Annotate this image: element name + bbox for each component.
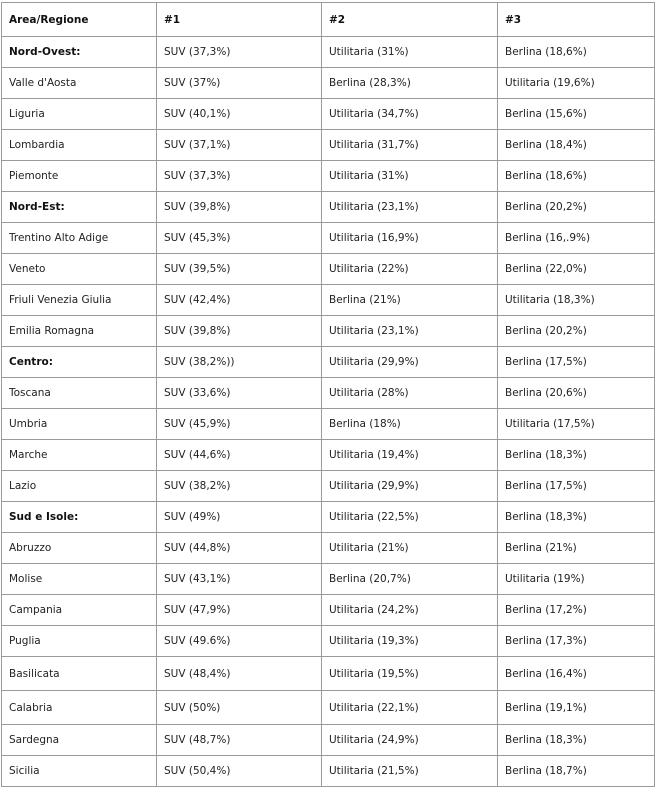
cell-rank-1: SUV (49.6%) (157, 626, 322, 657)
table-row (2, 691, 655, 725)
header-area-regione: Area/Regione (2, 3, 157, 37)
cell-rank-3: Utilitaria (18,3%) (498, 285, 655, 316)
header-rank-3: #3 (498, 3, 655, 37)
cell-rank-1: SUV (33,6%) (157, 378, 322, 409)
cell-rank-2: Berlina (21%) (322, 285, 498, 316)
cell-rank-2: Utilitaria (21%) (322, 533, 498, 564)
cell-area-regione: Liguria (2, 99, 157, 130)
table-row (2, 99, 655, 130)
cell-rank-2: Utilitaria (29,9%) (322, 471, 498, 502)
cell-rank-3: Utilitaria (19,6%) (498, 68, 655, 99)
cell-rank-1: SUV (50%) (157, 691, 322, 725)
cell-rank-2: Berlina (28,3%) (322, 68, 498, 99)
cell-area-regione: Campania (2, 595, 157, 626)
cell-area-regione: Calabria (2, 691, 157, 725)
cell-rank-3: Berlina (18,3%) (498, 725, 655, 756)
cell-rank-1: SUV (49%) (157, 502, 322, 533)
table-row (2, 471, 655, 502)
cell-rank-2: Utilitaria (19,5%) (322, 657, 498, 691)
cell-rank-1: SUV (38,2%) (157, 471, 322, 502)
cell-rank-2: Utilitaria (19,3%) (322, 626, 498, 657)
cell-rank-3: Berlina (17,5%) (498, 347, 655, 378)
cell-rank-3: Berlina (17,3%) (498, 626, 655, 657)
cell-rank-2: Utilitaria (22,5%) (322, 502, 498, 533)
cell-area-regione: Marche (2, 440, 157, 471)
cell-rank-3: Berlina (16,4%) (498, 657, 655, 691)
cell-rank-3: Berlina (20,6%) (498, 378, 655, 409)
table-row (2, 378, 655, 409)
cell-area-regione: Puglia (2, 626, 157, 657)
cell-area-regione: Centro: (2, 347, 157, 378)
cell-rank-2: Utilitaria (29,9%) (322, 347, 498, 378)
cell-rank-1: SUV (42,4%) (157, 285, 322, 316)
cell-rank-1: SUV (39,8%) (157, 316, 322, 347)
cell-area-regione: Sud e Isole: (2, 502, 157, 533)
cell-area-regione: Abruzzo (2, 533, 157, 564)
cell-rank-2: Utilitaria (34,7%) (322, 99, 498, 130)
cell-rank-1: SUV (37,3%) (157, 37, 322, 68)
cell-rank-3: Berlina (15,6%) (498, 99, 655, 130)
header-rank-1: #1 (157, 3, 322, 37)
cell-rank-1: SUV (37,1%) (157, 130, 322, 161)
table-row-area (2, 192, 655, 223)
cell-area-regione: Piemonte (2, 161, 157, 192)
header-rank-2: #2 (322, 3, 498, 37)
cell-rank-3: Berlina (19,1%) (498, 691, 655, 725)
table-row-area (2, 37, 655, 68)
cell-rank-2: Utilitaria (23,1%) (322, 192, 498, 223)
cell-rank-1: SUV (39,8%) (157, 192, 322, 223)
cell-rank-3: Berlina (18,3%) (498, 502, 655, 533)
table-row-area (2, 502, 655, 533)
cell-rank-2: Utilitaria (24,2%) (322, 595, 498, 626)
table-row (2, 756, 655, 787)
table-row (2, 440, 655, 471)
cell-rank-3: Berlina (20,2%) (498, 192, 655, 223)
cell-area-regione: Trentino Alto Adige (2, 223, 157, 254)
cell-area-regione: Molise (2, 564, 157, 595)
cell-area-regione: Lazio (2, 471, 157, 502)
cell-rank-1: SUV (44,6%) (157, 440, 322, 471)
table-body (2, 37, 655, 787)
region-car-type-table (1, 2, 655, 787)
cell-rank-1: SUV (38,2%)) (157, 347, 322, 378)
table-row (2, 223, 655, 254)
table-row (2, 285, 655, 316)
cell-rank-3: Berlina (21%) (498, 533, 655, 564)
cell-rank-3: Utilitaria (17,5%) (498, 409, 655, 440)
cell-rank-1: SUV (45,3%) (157, 223, 322, 254)
table-row (2, 316, 655, 347)
cell-rank-3: Berlina (20,2%) (498, 316, 655, 347)
header-row (2, 3, 655, 37)
table-row (2, 725, 655, 756)
cell-rank-2: Utilitaria (21,5%) (322, 756, 498, 787)
table-row (2, 533, 655, 564)
cell-rank-3: Berlina (18,3%) (498, 440, 655, 471)
cell-rank-1: SUV (48,4%) (157, 657, 322, 691)
table-row (2, 68, 655, 99)
cell-rank-2: Berlina (18%) (322, 409, 498, 440)
cell-area-regione: Sardegna (2, 725, 157, 756)
cell-rank-2: Utilitaria (22,1%) (322, 691, 498, 725)
table-row (2, 564, 655, 595)
table-row-area (2, 347, 655, 378)
cell-rank-2: Utilitaria (31%) (322, 161, 498, 192)
cell-rank-1: SUV (39,5%) (157, 254, 322, 285)
cell-rank-2: Utilitaria (23,1%) (322, 316, 498, 347)
cell-rank-3: Berlina (18,4%) (498, 130, 655, 161)
cell-rank-1: SUV (47,9%) (157, 595, 322, 626)
cell-rank-3: Berlina (18,6%) (498, 37, 655, 68)
table-row (2, 595, 655, 626)
cell-area-regione: Basilicata (2, 657, 157, 691)
table-header (2, 3, 655, 37)
cell-rank-1: SUV (44,8%) (157, 533, 322, 564)
cell-rank-1: SUV (37,3%) (157, 161, 322, 192)
cell-rank-1: SUV (43,1%) (157, 564, 322, 595)
cell-area-regione: Nord-Est: (2, 192, 157, 223)
cell-rank-3: Berlina (16,.9%) (498, 223, 655, 254)
cell-area-regione: Nord-Ovest: (2, 37, 157, 68)
cell-area-regione: Valle d'Aosta (2, 68, 157, 99)
table-row (2, 409, 655, 440)
cell-area-regione: Veneto (2, 254, 157, 285)
cell-rank-1: SUV (45,9%) (157, 409, 322, 440)
cell-rank-2: Utilitaria (28%) (322, 378, 498, 409)
cell-rank-1: SUV (40,1%) (157, 99, 322, 130)
cell-rank-3: Berlina (17,2%) (498, 595, 655, 626)
table-row (2, 254, 655, 285)
cell-rank-3: Berlina (18,7%) (498, 756, 655, 787)
cell-rank-2: Utilitaria (19,4%) (322, 440, 498, 471)
table-row (2, 626, 655, 657)
cell-rank-3: Berlina (22,0%) (498, 254, 655, 285)
cell-area-regione: Toscana (2, 378, 157, 409)
cell-rank-2: Utilitaria (22%) (322, 254, 498, 285)
cell-rank-1: SUV (37%) (157, 68, 322, 99)
cell-rank-2: Utilitaria (31%) (322, 37, 498, 68)
cell-area-regione: Emilia Romagna (2, 316, 157, 347)
cell-area-regione: Lombardia (2, 130, 157, 161)
cell-area-regione: Friuli Venezia Giulia (2, 285, 157, 316)
cell-rank-1: SUV (48,7%) (157, 725, 322, 756)
cell-rank-2: Utilitaria (24,9%) (322, 725, 498, 756)
table-row (2, 130, 655, 161)
cell-rank-2: Utilitaria (31,7%) (322, 130, 498, 161)
cell-rank-2: Berlina (20,7%) (322, 564, 498, 595)
cell-area-regione: Umbria (2, 409, 157, 440)
cell-rank-3: Utilitaria (19%) (498, 564, 655, 595)
cell-area-regione: Sicilia (2, 756, 157, 787)
cell-rank-3: Berlina (18,6%) (498, 161, 655, 192)
table-row (2, 161, 655, 192)
cell-rank-2: Utilitaria (16,9%) (322, 223, 498, 254)
table-row (2, 657, 655, 691)
cell-rank-3: Berlina (17,5%) (498, 471, 655, 502)
cell-rank-1: SUV (50,4%) (157, 756, 322, 787)
